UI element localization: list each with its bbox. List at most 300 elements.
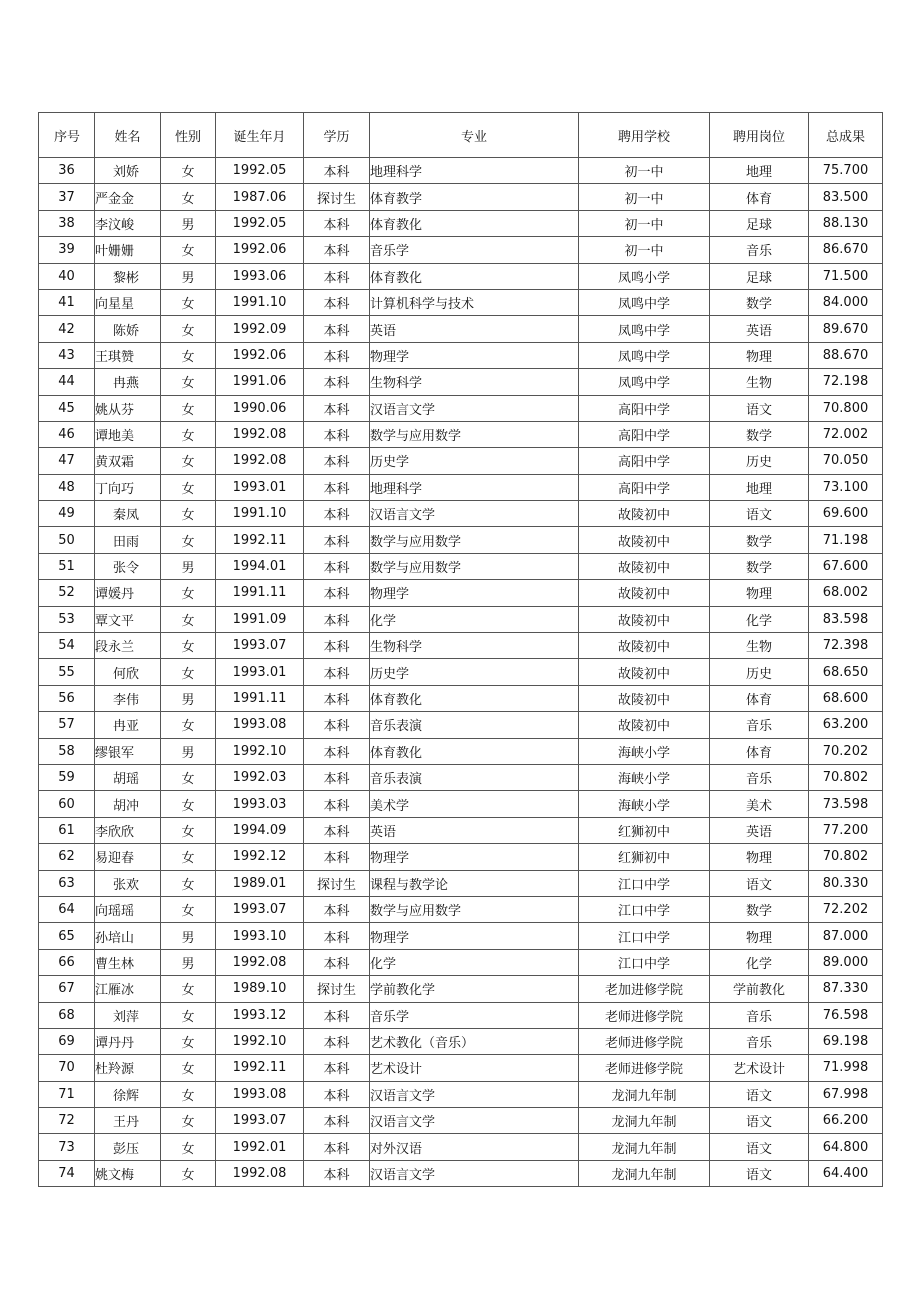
cell-score: 77.200	[809, 817, 883, 843]
cell-post: 足球	[710, 263, 809, 289]
cell-no: 70	[39, 1055, 95, 1081]
cell-post: 物理	[710, 844, 809, 870]
cell-school: 初一中	[579, 184, 710, 210]
cell-score: 72.198	[809, 369, 883, 395]
cell-name: 刘娇	[95, 158, 161, 184]
cell-no: 53	[39, 606, 95, 632]
cell-education: 本科	[304, 791, 370, 817]
cell-post: 语文	[710, 501, 809, 527]
cell-score: 73.100	[809, 474, 883, 500]
cell-sex: 女	[161, 870, 216, 896]
cell-education: 本科	[304, 448, 370, 474]
table-row	[39, 553, 883, 579]
header-education: 学历	[304, 113, 370, 158]
cell-major: 课程与教学论	[370, 870, 579, 896]
cell-score: 67.600	[809, 553, 883, 579]
cell-education: 本科	[304, 1002, 370, 1028]
cell-major: 学前教化学	[370, 976, 579, 1002]
cell-birth: 1994.09	[216, 817, 304, 843]
cell-score: 72.002	[809, 421, 883, 447]
cell-education: 本科	[304, 1160, 370, 1186]
cell-education: 本科	[304, 1134, 370, 1160]
cell-name: 谭地美	[95, 421, 161, 447]
cell-education: 探讨生	[304, 976, 370, 1002]
cell-school: 凤鸣中学	[579, 289, 710, 315]
cell-no: 74	[39, 1160, 95, 1186]
cell-birth: 1993.08	[216, 1081, 304, 1107]
table-row	[39, 1081, 883, 1107]
cell-sex: 女	[161, 1160, 216, 1186]
cell-education: 本科	[304, 263, 370, 289]
cell-name: 向瑶瑶	[95, 896, 161, 922]
cell-no: 43	[39, 342, 95, 368]
cell-birth: 1993.06	[216, 263, 304, 289]
cell-no: 52	[39, 580, 95, 606]
cell-school: 红狮初中	[579, 817, 710, 843]
cell-post: 足球	[710, 210, 809, 236]
cell-school: 江口中学	[579, 870, 710, 896]
cell-major: 音乐学	[370, 1002, 579, 1028]
cell-birth: 1992.06	[216, 342, 304, 368]
cell-no: 57	[39, 712, 95, 738]
cell-sex: 女	[161, 633, 216, 659]
cell-school: 故陵初中	[579, 527, 710, 553]
cell-birth: 1991.11	[216, 685, 304, 711]
cell-education: 本科	[304, 553, 370, 579]
cell-school: 龙洞九年制	[579, 1134, 710, 1160]
cell-education: 本科	[304, 633, 370, 659]
cell-major: 计算机科学与技术	[370, 289, 579, 315]
cell-sex: 女	[161, 606, 216, 632]
cell-name: 陈娇	[95, 316, 161, 342]
cell-major: 美术学	[370, 791, 579, 817]
cell-major: 汉语言文学	[370, 1081, 579, 1107]
table-header-row	[39, 113, 883, 158]
table-row	[39, 1108, 883, 1134]
header-sex: 性别	[161, 113, 216, 158]
table-row	[39, 923, 883, 949]
cell-sex: 男	[161, 923, 216, 949]
cell-name: 段永兰	[95, 633, 161, 659]
cell-post: 英语	[710, 316, 809, 342]
cell-no: 59	[39, 764, 95, 790]
teacher-recruitment-table	[38, 112, 883, 1187]
cell-school: 龙洞九年制	[579, 1081, 710, 1107]
cell-name: 缪银军	[95, 738, 161, 764]
cell-name: 张令	[95, 553, 161, 579]
cell-education: 本科	[304, 1055, 370, 1081]
cell-sex: 女	[161, 896, 216, 922]
cell-score: 66.200	[809, 1108, 883, 1134]
cell-no: 42	[39, 316, 95, 342]
header-birth: 诞生年月	[216, 113, 304, 158]
cell-post: 数学	[710, 421, 809, 447]
cell-education: 本科	[304, 237, 370, 263]
cell-no: 63	[39, 870, 95, 896]
table-row	[39, 1134, 883, 1160]
cell-school: 江口中学	[579, 949, 710, 975]
cell-name: 张欢	[95, 870, 161, 896]
cell-major: 物理学	[370, 580, 579, 606]
table-row	[39, 659, 883, 685]
cell-major: 化学	[370, 606, 579, 632]
cell-post: 物理	[710, 342, 809, 368]
table-row	[39, 870, 883, 896]
cell-major: 音乐学	[370, 237, 579, 263]
cell-education: 本科	[304, 1108, 370, 1134]
cell-education: 本科	[304, 764, 370, 790]
cell-birth: 1992.05	[216, 158, 304, 184]
cell-sex: 女	[161, 184, 216, 210]
table-row	[39, 289, 883, 315]
cell-name: 胡瑶	[95, 764, 161, 790]
cell-major: 汉语言文学	[370, 395, 579, 421]
cell-major: 音乐表演	[370, 712, 579, 738]
cell-name: 胡冲	[95, 791, 161, 817]
cell-post: 数学	[710, 289, 809, 315]
cell-name: 丁向巧	[95, 474, 161, 500]
cell-birth: 1992.12	[216, 844, 304, 870]
cell-score: 70.050	[809, 448, 883, 474]
cell-education: 本科	[304, 158, 370, 184]
cell-post: 语文	[710, 870, 809, 896]
cell-birth: 1991.10	[216, 501, 304, 527]
header-school: 聘用学校	[579, 113, 710, 158]
cell-score: 69.600	[809, 501, 883, 527]
cell-score: 70.800	[809, 395, 883, 421]
cell-post: 英语	[710, 817, 809, 843]
cell-school: 高阳中学	[579, 395, 710, 421]
table-row	[39, 395, 883, 421]
cell-name: 向星星	[95, 289, 161, 315]
cell-sex: 女	[161, 237, 216, 263]
cell-name: 刘萍	[95, 1002, 161, 1028]
cell-no: 37	[39, 184, 95, 210]
cell-post: 音乐	[710, 237, 809, 263]
cell-no: 62	[39, 844, 95, 870]
cell-school: 海峡小学	[579, 764, 710, 790]
cell-post: 语文	[710, 1081, 809, 1107]
cell-name: 王丹	[95, 1108, 161, 1134]
table-row	[39, 685, 883, 711]
cell-birth: 1993.01	[216, 474, 304, 500]
cell-score: 70.202	[809, 738, 883, 764]
header-name: 姓名	[95, 113, 161, 158]
cell-sex: 女	[161, 395, 216, 421]
cell-school: 故陵初中	[579, 580, 710, 606]
cell-education: 本科	[304, 421, 370, 447]
table-row	[39, 791, 883, 817]
cell-no: 61	[39, 817, 95, 843]
cell-major: 汉语言文学	[370, 1108, 579, 1134]
cell-birth: 1993.07	[216, 896, 304, 922]
cell-name: 黄双霜	[95, 448, 161, 474]
cell-post: 物理	[710, 580, 809, 606]
cell-no: 49	[39, 501, 95, 527]
cell-sex: 女	[161, 659, 216, 685]
cell-education: 本科	[304, 712, 370, 738]
cell-no: 66	[39, 949, 95, 975]
cell-name: 何欣	[95, 659, 161, 685]
cell-major: 汉语言文学	[370, 1160, 579, 1186]
cell-name: 黎彬	[95, 263, 161, 289]
cell-birth: 1994.01	[216, 553, 304, 579]
cell-school: 故陵初中	[579, 659, 710, 685]
cell-no: 69	[39, 1028, 95, 1054]
cell-post: 地理	[710, 474, 809, 500]
table-row	[39, 210, 883, 236]
cell-score: 63.200	[809, 712, 883, 738]
cell-no: 41	[39, 289, 95, 315]
cell-score: 72.398	[809, 633, 883, 659]
cell-no: 64	[39, 896, 95, 922]
cell-school: 故陵初中	[579, 685, 710, 711]
cell-education: 本科	[304, 527, 370, 553]
table-row	[39, 712, 883, 738]
cell-birth: 1992.10	[216, 1028, 304, 1054]
cell-education: 本科	[304, 210, 370, 236]
cell-major: 艺术教化（音乐）	[370, 1028, 579, 1054]
cell-education: 本科	[304, 949, 370, 975]
cell-education: 探讨生	[304, 870, 370, 896]
cell-sex: 女	[161, 527, 216, 553]
table-row	[39, 1055, 883, 1081]
cell-birth: 1990.06	[216, 395, 304, 421]
cell-major: 英语	[370, 817, 579, 843]
cell-major: 汉语言文学	[370, 501, 579, 527]
cell-name: 冉亚	[95, 712, 161, 738]
cell-sex: 女	[161, 289, 216, 315]
cell-no: 45	[39, 395, 95, 421]
cell-sex: 女	[161, 764, 216, 790]
cell-post: 艺术设计	[710, 1055, 809, 1081]
cell-major: 数学与应用数学	[370, 421, 579, 447]
table-row	[39, 184, 883, 210]
cell-score: 88.670	[809, 342, 883, 368]
cell-post: 历史	[710, 448, 809, 474]
cell-post: 历史	[710, 659, 809, 685]
cell-education: 本科	[304, 685, 370, 711]
cell-major: 体育教学	[370, 184, 579, 210]
cell-education: 本科	[304, 369, 370, 395]
cell-birth: 1992.08	[216, 949, 304, 975]
cell-name: 姚文梅	[95, 1160, 161, 1186]
header-major: 专业	[370, 113, 579, 158]
cell-birth: 1993.08	[216, 712, 304, 738]
cell-sex: 男	[161, 553, 216, 579]
cell-education: 本科	[304, 474, 370, 500]
cell-sex: 男	[161, 263, 216, 289]
cell-no: 50	[39, 527, 95, 553]
cell-school: 海峡小学	[579, 738, 710, 764]
cell-no: 40	[39, 263, 95, 289]
cell-major: 物理学	[370, 844, 579, 870]
cell-name: 冉燕	[95, 369, 161, 395]
cell-post: 数学	[710, 896, 809, 922]
cell-sex: 女	[161, 1002, 216, 1028]
cell-score: 75.700	[809, 158, 883, 184]
cell-name: 姚从芬	[95, 395, 161, 421]
cell-education: 本科	[304, 923, 370, 949]
cell-education: 本科	[304, 606, 370, 632]
cell-birth: 1989.01	[216, 870, 304, 896]
cell-score: 64.800	[809, 1134, 883, 1160]
cell-name: 谭媛丹	[95, 580, 161, 606]
table-row	[39, 738, 883, 764]
cell-major: 数学与应用数学	[370, 527, 579, 553]
cell-birth: 1992.11	[216, 1055, 304, 1081]
cell-major: 物理学	[370, 342, 579, 368]
cell-school: 故陵初中	[579, 606, 710, 632]
header-post: 聘用岗位	[710, 113, 809, 158]
cell-post: 体育	[710, 738, 809, 764]
cell-education: 本科	[304, 501, 370, 527]
cell-score: 70.802	[809, 764, 883, 790]
cell-name: 易迎春	[95, 844, 161, 870]
cell-score: 72.202	[809, 896, 883, 922]
table-row	[39, 342, 883, 368]
cell-score: 86.670	[809, 237, 883, 263]
cell-major: 音乐表演	[370, 764, 579, 790]
cell-birth: 1991.09	[216, 606, 304, 632]
cell-education: 本科	[304, 342, 370, 368]
table-row	[39, 949, 883, 975]
cell-major: 数学与应用数学	[370, 553, 579, 579]
cell-post: 音乐	[710, 1002, 809, 1028]
cell-birth: 1992.09	[216, 316, 304, 342]
cell-school: 老加进修学院	[579, 976, 710, 1002]
cell-education: 本科	[304, 817, 370, 843]
cell-no: 72	[39, 1108, 95, 1134]
cell-birth: 1993.12	[216, 1002, 304, 1028]
cell-sex: 女	[161, 580, 216, 606]
cell-post: 音乐	[710, 764, 809, 790]
cell-education: 本科	[304, 316, 370, 342]
cell-post: 数学	[710, 553, 809, 579]
cell-birth: 1993.07	[216, 633, 304, 659]
cell-birth: 1992.08	[216, 421, 304, 447]
table-row	[39, 976, 883, 1002]
cell-post: 语文	[710, 395, 809, 421]
cell-name: 曹生林	[95, 949, 161, 975]
cell-score: 69.198	[809, 1028, 883, 1054]
table-row	[39, 1160, 883, 1186]
cell-school: 故陵初中	[579, 553, 710, 579]
cell-birth: 1992.01	[216, 1134, 304, 1160]
cell-birth: 1992.03	[216, 764, 304, 790]
cell-school: 初一中	[579, 210, 710, 236]
table-row	[39, 764, 883, 790]
cell-no: 55	[39, 659, 95, 685]
cell-score: 71.500	[809, 263, 883, 289]
cell-birth: 1989.10	[216, 976, 304, 1002]
cell-school: 故陵初中	[579, 633, 710, 659]
cell-education: 本科	[304, 659, 370, 685]
cell-name: 李伟	[95, 685, 161, 711]
cell-school: 江口中学	[579, 896, 710, 922]
cell-sex: 女	[161, 316, 216, 342]
cell-no: 67	[39, 976, 95, 1002]
cell-score: 71.198	[809, 527, 883, 553]
cell-post: 数学	[710, 527, 809, 553]
cell-school: 老师进修学院	[579, 1002, 710, 1028]
cell-post: 语文	[710, 1160, 809, 1186]
cell-sex: 女	[161, 1134, 216, 1160]
cell-school: 红狮初中	[579, 844, 710, 870]
cell-score: 67.998	[809, 1081, 883, 1107]
cell-major: 生物科学	[370, 633, 579, 659]
cell-no: 58	[39, 738, 95, 764]
cell-major: 艺术设计	[370, 1055, 579, 1081]
cell-post: 化学	[710, 949, 809, 975]
table-row	[39, 1002, 883, 1028]
cell-birth: 1993.03	[216, 791, 304, 817]
cell-sex: 男	[161, 210, 216, 236]
cell-school: 高阳中学	[579, 448, 710, 474]
cell-education: 本科	[304, 580, 370, 606]
cell-score: 68.600	[809, 685, 883, 711]
cell-major: 化学	[370, 949, 579, 975]
table-row	[39, 263, 883, 289]
cell-name: 严金金	[95, 184, 161, 210]
cell-major: 生物科学	[370, 369, 579, 395]
cell-name: 谭丹丹	[95, 1028, 161, 1054]
cell-sex: 女	[161, 421, 216, 447]
cell-score: 88.130	[809, 210, 883, 236]
cell-post: 音乐	[710, 1028, 809, 1054]
cell-school: 初一中	[579, 158, 710, 184]
cell-sex: 女	[161, 158, 216, 184]
cell-major: 英语	[370, 316, 579, 342]
cell-score: 64.400	[809, 1160, 883, 1186]
cell-major: 体育教化	[370, 685, 579, 711]
cell-education: 本科	[304, 896, 370, 922]
cell-no: 54	[39, 633, 95, 659]
cell-name: 江雁冰	[95, 976, 161, 1002]
cell-education: 探讨生	[304, 184, 370, 210]
cell-school: 凤鸣小学	[579, 263, 710, 289]
cell-school: 海峡小学	[579, 791, 710, 817]
cell-no: 65	[39, 923, 95, 949]
cell-sex: 女	[161, 448, 216, 474]
cell-major: 历史学	[370, 448, 579, 474]
cell-education: 本科	[304, 844, 370, 870]
cell-birth: 1991.10	[216, 289, 304, 315]
cell-school: 老师进修学院	[579, 1055, 710, 1081]
cell-education: 本科	[304, 1081, 370, 1107]
cell-birth: 1992.06	[216, 237, 304, 263]
cell-name: 李汶峻	[95, 210, 161, 236]
cell-post: 语文	[710, 1108, 809, 1134]
table-row	[39, 633, 883, 659]
cell-score: 87.000	[809, 923, 883, 949]
cell-birth: 1987.06	[216, 184, 304, 210]
cell-sex: 女	[161, 1055, 216, 1081]
cell-school: 故陵初中	[579, 501, 710, 527]
cell-birth: 1992.08	[216, 448, 304, 474]
header-score: 总成果	[809, 113, 883, 158]
cell-school: 凤鸣中学	[579, 342, 710, 368]
cell-name: 田雨	[95, 527, 161, 553]
cell-birth: 1993.07	[216, 1108, 304, 1134]
cell-birth: 1992.08	[216, 1160, 304, 1186]
table-row	[39, 580, 883, 606]
cell-major: 体育教化	[370, 263, 579, 289]
cell-sex: 女	[161, 976, 216, 1002]
table-row	[39, 606, 883, 632]
cell-post: 地理	[710, 158, 809, 184]
cell-sex: 女	[161, 474, 216, 500]
